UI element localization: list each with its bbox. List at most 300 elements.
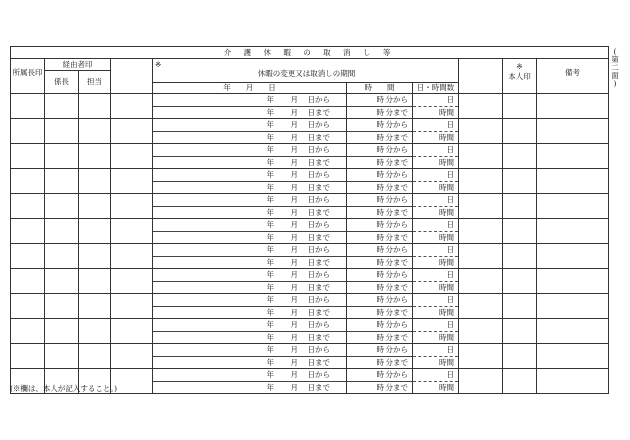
row-unit-label: 日 [446, 120, 454, 129]
row-unit-label: 月 [290, 307, 298, 317]
cell-line [153, 106, 346, 119]
days-hours-cell[interactable] [413, 194, 459, 219]
blank-cell[interactable] [111, 269, 153, 294]
row-unit-label: 年 [266, 120, 274, 129]
cell-line [413, 194, 458, 206]
blank-cell-2[interactable] [459, 244, 503, 269]
entry-row [11, 144, 609, 169]
cell-line [347, 119, 412, 131]
in-charge-seal-cell[interactable] [79, 294, 111, 319]
days-hours-cell[interactable] [413, 319, 459, 344]
cell-line [153, 131, 346, 144]
chief-seal-cell[interactable] [45, 169, 79, 194]
days-hours-cell[interactable] [413, 369, 459, 394]
row-unit-label: 分まで [385, 132, 408, 142]
row-unit-label: 時間 [439, 307, 454, 317]
row-unit-label: 時 [376, 182, 384, 192]
date-range-cell[interactable] [153, 294, 347, 319]
cell-line [347, 356, 412, 369]
row-unit-label: 時 [376, 332, 384, 342]
director-seal-cell[interactable] [11, 169, 45, 194]
row-unit-label: 分まで [385, 357, 408, 367]
row-unit-label: 日まで [307, 307, 330, 317]
row-unit-label: 年 [266, 257, 274, 267]
blank-cell[interactable] [111, 319, 153, 344]
director-seal-header: 所属長印 [11, 59, 45, 94]
date-range-cell[interactable] [153, 144, 347, 169]
row-unit-label: 年 [266, 145, 274, 154]
chief-seal-cell[interactable] [45, 344, 79, 369]
chief-seal-cell[interactable] [45, 294, 79, 319]
row-unit-label: 分から [385, 320, 408, 329]
director-seal-cell[interactable] [11, 344, 45, 369]
row-unit-label: 時 [376, 370, 384, 379]
date-range-cell[interactable] [153, 94, 347, 119]
row-unit-label: 年 [266, 157, 274, 167]
date-range-cell[interactable] [153, 169, 347, 194]
row-unit-label: 日 [446, 295, 454, 304]
row-unit-label: 分まで [385, 232, 408, 242]
remarks-cell[interactable] [537, 169, 609, 194]
entry-row [11, 94, 609, 119]
cell-line [413, 169, 458, 181]
time-range-cell[interactable] [347, 269, 413, 294]
row-unit-label: 日 [446, 270, 454, 279]
cell-line [347, 344, 412, 356]
director-seal-cell[interactable] [11, 94, 45, 119]
row-unit-label: 日まで [307, 232, 330, 242]
row-unit-label: 月 [290, 270, 298, 279]
blank-header [111, 59, 153, 94]
in-charge-seal-cell[interactable] [79, 94, 111, 119]
row-unit-label: 分まで [385, 282, 408, 292]
row-unit-label: 時 [376, 357, 384, 367]
row-unit-label: 分まで [385, 332, 408, 342]
hm-header: 時 間 [347, 83, 413, 94]
director-seal-cell[interactable] [11, 119, 45, 144]
remarks-cell[interactable] [537, 244, 609, 269]
row-unit-label: 時 [376, 132, 384, 142]
row-unit-label: 日まで [307, 382, 330, 392]
row-unit-label: 時 [376, 270, 384, 279]
row-unit-label: 時間 [439, 107, 454, 117]
cell-line [413, 344, 458, 356]
chief-seal-cell[interactable] [45, 244, 79, 269]
row-unit-label: 年 [266, 132, 274, 142]
remarks-cell[interactable] [537, 219, 609, 244]
row-unit-label: 月 [290, 345, 298, 354]
cell-line [153, 381, 346, 394]
row-unit-label: 年 [266, 107, 274, 117]
personal-seal-cell[interactable] [503, 144, 537, 169]
entry-row [11, 169, 609, 194]
row-unit-label: 日 [446, 195, 454, 204]
row-unit-label: 時間 [439, 157, 454, 167]
row-unit-label: 年 [266, 95, 274, 104]
blank-cell-2[interactable] [459, 269, 503, 294]
time-range-cell[interactable] [347, 244, 413, 269]
days-hours-cell[interactable] [413, 219, 459, 244]
cell-line [347, 244, 412, 256]
cell-line [413, 94, 458, 106]
blank-cell[interactable] [111, 294, 153, 319]
days-hours-cell[interactable] [413, 269, 459, 294]
blank-cell[interactable] [111, 169, 153, 194]
row-unit-label: 時 [376, 170, 384, 179]
personal-seal-cell[interactable] [503, 169, 537, 194]
cell-line [413, 231, 458, 244]
personal-seal-header: ※ 本人印 [503, 59, 537, 94]
row-unit-label: 時 [376, 382, 384, 392]
blank-cell-2[interactable] [459, 94, 503, 119]
date-range-cell[interactable] [153, 119, 347, 144]
entry-row [11, 344, 609, 369]
row-unit-label: 分から [385, 145, 408, 154]
date-range-cell[interactable] [153, 344, 347, 369]
route-seal-header: 経由者印 [45, 59, 111, 71]
blank-cell-2[interactable] [459, 144, 503, 169]
blank-cell-2[interactable] [459, 294, 503, 319]
row-unit-label: 分から [385, 345, 408, 354]
row-unit-label: 年 [266, 370, 274, 379]
cell-line [153, 206, 346, 219]
row-unit-label: 月 [290, 182, 298, 192]
in-charge-seal-cell[interactable] [79, 169, 111, 194]
row-unit-label: 時 [376, 145, 384, 154]
ymd-header: 年 月 日 [153, 83, 347, 94]
cell-line [347, 131, 412, 144]
row-unit-label: 月 [290, 295, 298, 304]
row-unit-label: 時間 [439, 132, 454, 142]
in-charge-seal-cell[interactable] [79, 269, 111, 294]
row-unit-label: 時間 [439, 332, 454, 342]
cell-line [347, 94, 412, 106]
date-range-cell[interactable] [153, 244, 347, 269]
remarks-cell[interactable] [537, 319, 609, 344]
remarks-cell[interactable] [537, 269, 609, 294]
row-unit-label: 月 [290, 320, 298, 329]
row-unit-label: 月 [290, 145, 298, 154]
cell-line [153, 94, 346, 106]
row-unit-label: 分まで [385, 307, 408, 317]
cell-line [153, 231, 346, 244]
row-unit-label: 月 [290, 95, 298, 104]
chief-seal-cell[interactable] [45, 319, 79, 344]
director-seal-cell[interactable] [11, 319, 45, 344]
cell-line [413, 331, 458, 344]
row-unit-label: 分まで [385, 157, 408, 167]
blank-cell[interactable] [111, 244, 153, 269]
cell-line [153, 144, 346, 156]
row-unit-label: 年 [266, 232, 274, 242]
row-unit-label: 時 [376, 220, 384, 229]
blank-cell[interactable] [111, 94, 153, 119]
row-unit-label: 月 [290, 257, 298, 267]
director-seal-cell[interactable] [11, 269, 45, 294]
personal-seal-cell[interactable] [503, 319, 537, 344]
row-unit-label: 時 [376, 295, 384, 304]
row-unit-label: 日 [446, 95, 454, 104]
personal-seal-cell[interactable] [503, 94, 537, 119]
remarks-cell[interactable] [537, 194, 609, 219]
in-charge-seal-cell[interactable] [79, 219, 111, 244]
row-unit-label: 分から [385, 295, 408, 304]
cell-line [413, 244, 458, 256]
row-unit-label: 月 [290, 157, 298, 167]
days-hours-cell[interactable] [413, 94, 459, 119]
remarks-cell[interactable] [537, 94, 609, 119]
date-range-cell[interactable] [153, 319, 347, 344]
cell-line [153, 319, 346, 331]
cell-line [153, 219, 346, 231]
row-unit-label: 年 [266, 307, 274, 317]
in-charge-seal-cell[interactable] [79, 344, 111, 369]
time-range-cell[interactable] [347, 94, 413, 119]
row-unit-label: 時 [376, 157, 384, 167]
cell-line [413, 119, 458, 131]
remarks-cell[interactable] [537, 344, 609, 369]
personal-seal-cell[interactable] [503, 294, 537, 319]
cell-line [413, 106, 458, 119]
row-unit-label: 日まで [307, 157, 330, 167]
cell-line [347, 256, 412, 269]
cell-line [413, 156, 458, 169]
cell-line [347, 156, 412, 169]
in-charge-header: 担当 [79, 71, 111, 94]
entry-row [11, 244, 609, 269]
chief-seal-cell[interactable] [45, 219, 79, 244]
cell-line [347, 269, 412, 281]
entry-row [11, 219, 609, 244]
time-range-cell[interactable] [347, 119, 413, 144]
cell-line [413, 356, 458, 369]
row-unit-label: 年 [266, 320, 274, 329]
row-unit-label: 年 [266, 295, 274, 304]
row-unit-label: 日から [307, 220, 330, 229]
remarks-cell[interactable] [537, 144, 609, 169]
days-hours-cell[interactable] [413, 344, 459, 369]
form-title: 介 護 休 暇 の 取 消 し 等 [11, 47, 609, 59]
cell-line [153, 269, 346, 281]
director-seal-cell[interactable] [11, 244, 45, 269]
date-range-cell[interactable] [153, 194, 347, 219]
blank-cell[interactable] [111, 194, 153, 219]
days-hours-cell[interactable] [413, 294, 459, 319]
personal-seal-cell[interactable] [503, 244, 537, 269]
personal-seal-cell[interactable] [503, 269, 537, 294]
days-hours-cell[interactable] [413, 244, 459, 269]
cell-line [347, 306, 412, 319]
row-unit-label: 時間 [439, 282, 454, 292]
time-range-cell[interactable] [347, 319, 413, 344]
days-hours-cell[interactable] [413, 119, 459, 144]
time-range-cell[interactable] [347, 144, 413, 169]
row-unit-label: 時間 [439, 257, 454, 267]
row-unit-label: 日から [307, 320, 330, 329]
remarks-cell[interactable] [537, 294, 609, 319]
cell-line [413, 269, 458, 281]
row-unit-label: 日 [446, 245, 454, 254]
row-unit-label: 月 [290, 382, 298, 392]
row-unit-label: 分まで [385, 382, 408, 392]
blank-cell-2[interactable] [459, 319, 503, 344]
row-unit-label: 月 [290, 120, 298, 129]
row-unit-label: 分まで [385, 182, 408, 192]
blank-cell-2[interactable] [459, 369, 503, 394]
cell-line [413, 219, 458, 231]
director-seal-cell[interactable] [11, 144, 45, 169]
remarks-cell[interactable] [537, 369, 609, 394]
cell-line [413, 381, 458, 394]
date-range-cell[interactable] [153, 219, 347, 244]
row-unit-label: 月 [290, 357, 298, 367]
row-unit-label: 年 [266, 382, 274, 392]
cell-line [153, 369, 346, 381]
blank-cell[interactable] [111, 219, 153, 244]
row-unit-label: 時 [376, 307, 384, 317]
row-unit-label: 月 [290, 195, 298, 204]
row-unit-label: 日から [307, 145, 330, 154]
row-unit-label: 年 [266, 332, 274, 342]
days-hours-header: 日・時間数 [413, 83, 459, 94]
entry-row [11, 294, 609, 319]
personal-seal-cell[interactable] [503, 119, 537, 144]
cell-line [347, 106, 412, 119]
director-seal-cell[interactable] [11, 219, 45, 244]
personal-seal-cell[interactable] [503, 194, 537, 219]
entry-row [11, 119, 609, 144]
cell-line [153, 344, 346, 356]
row-unit-label: 時 [376, 320, 384, 329]
row-unit-label: 時 [376, 207, 384, 217]
personal-seal-cell[interactable] [503, 219, 537, 244]
remarks-cell[interactable] [537, 119, 609, 144]
time-range-cell[interactable] [347, 169, 413, 194]
row-unit-label: 分から [385, 245, 408, 254]
time-range-cell[interactable] [347, 294, 413, 319]
in-charge-seal-cell[interactable] [79, 119, 111, 144]
row-unit-label: 年 [266, 220, 274, 229]
time-range-cell[interactable] [347, 194, 413, 219]
time-range-cell[interactable] [347, 369, 413, 394]
in-charge-seal-cell[interactable] [79, 194, 111, 219]
in-charge-seal-cell[interactable] [79, 144, 111, 169]
chief-header: 係長 [45, 71, 79, 94]
cell-line [347, 231, 412, 244]
row-unit-label: 月 [290, 282, 298, 292]
chief-seal-cell[interactable] [45, 94, 79, 119]
blank-cell-2[interactable] [459, 169, 503, 194]
row-unit-label: 日 [446, 345, 454, 354]
row-unit-label: 日 [446, 220, 454, 229]
row-unit-label: 分から [385, 195, 408, 204]
chief-seal-cell[interactable] [45, 194, 79, 219]
chief-seal-cell[interactable] [45, 119, 79, 144]
blank-cell-2[interactable] [459, 344, 503, 369]
cell-line [413, 181, 458, 194]
cell-line [413, 281, 458, 294]
row-unit-label: 年 [266, 282, 274, 292]
cell-line [413, 369, 458, 381]
blank-header-2 [459, 59, 503, 94]
date-range-cell[interactable] [153, 269, 347, 294]
cell-line [413, 306, 458, 319]
row-unit-label: 分から [385, 370, 408, 379]
row-unit-label: 日まで [307, 282, 330, 292]
row-unit-label: 日まで [307, 257, 330, 267]
row-unit-label: 年 [266, 207, 274, 217]
row-unit-label: 分から [385, 95, 408, 104]
cell-line [413, 206, 458, 219]
cell-line [153, 331, 346, 344]
cell-line [347, 381, 412, 394]
remarks-header: 備考 [537, 59, 609, 94]
row-unit-label: 日 [446, 145, 454, 154]
blank-cell[interactable] [111, 144, 153, 169]
period-header: ※ 休暇の変更又は取消しの期間 [153, 59, 459, 83]
time-range-cell[interactable] [347, 219, 413, 244]
row-unit-label: 時 [376, 257, 384, 267]
row-unit-label: 年 [266, 345, 274, 354]
blank-cell-2[interactable] [459, 194, 503, 219]
row-unit-label: 時間 [439, 207, 454, 217]
row-unit-label: 日まで [307, 357, 330, 367]
cell-line [153, 169, 346, 181]
row-unit-label: 日から [307, 95, 330, 104]
blank-cell-2[interactable] [459, 219, 503, 244]
cell-line [347, 194, 412, 206]
in-charge-seal-cell[interactable] [79, 319, 111, 344]
blank-cell[interactable] [111, 344, 153, 369]
cell-line [347, 181, 412, 194]
row-unit-label: 年 [266, 357, 274, 367]
cell-line [153, 356, 346, 369]
chief-seal-cell[interactable] [45, 144, 79, 169]
cell-line [153, 244, 346, 256]
personal-seal-cell[interactable] [503, 369, 537, 394]
blank-cell[interactable] [111, 119, 153, 144]
entry-row [11, 269, 609, 294]
chief-seal-cell[interactable] [45, 269, 79, 294]
row-unit-label: 日から [307, 245, 330, 254]
row-unit-label: 時 [376, 282, 384, 292]
leave-cancellation-form [10, 46, 609, 394]
cell-line [347, 219, 412, 231]
row-unit-label: 日まで [307, 107, 330, 117]
footnote: (※欄は、本人が記入すること。) [10, 384, 118, 393]
cell-line [413, 144, 458, 156]
time-range-cell[interactable] [347, 344, 413, 369]
row-unit-label: 時 [376, 95, 384, 104]
row-unit-label: 日から [307, 295, 330, 304]
in-charge-seal-cell[interactable] [79, 244, 111, 269]
row-unit-label: 年 [266, 270, 274, 279]
days-hours-cell[interactable] [413, 144, 459, 169]
row-unit-label: 時 [376, 245, 384, 254]
row-unit-label: 分から [385, 220, 408, 229]
days-hours-cell[interactable] [413, 169, 459, 194]
cell-line [153, 306, 346, 319]
director-seal-cell[interactable] [11, 194, 45, 219]
personal-seal-cell[interactable] [503, 344, 537, 369]
blank-cell-2[interactable] [459, 119, 503, 144]
row-unit-label: 日まで [307, 332, 330, 342]
director-seal-cell[interactable] [11, 294, 45, 319]
cell-line [347, 294, 412, 306]
row-unit-label: 時 [376, 120, 384, 129]
row-unit-label: 月 [290, 220, 298, 229]
date-range-cell[interactable] [153, 369, 347, 394]
